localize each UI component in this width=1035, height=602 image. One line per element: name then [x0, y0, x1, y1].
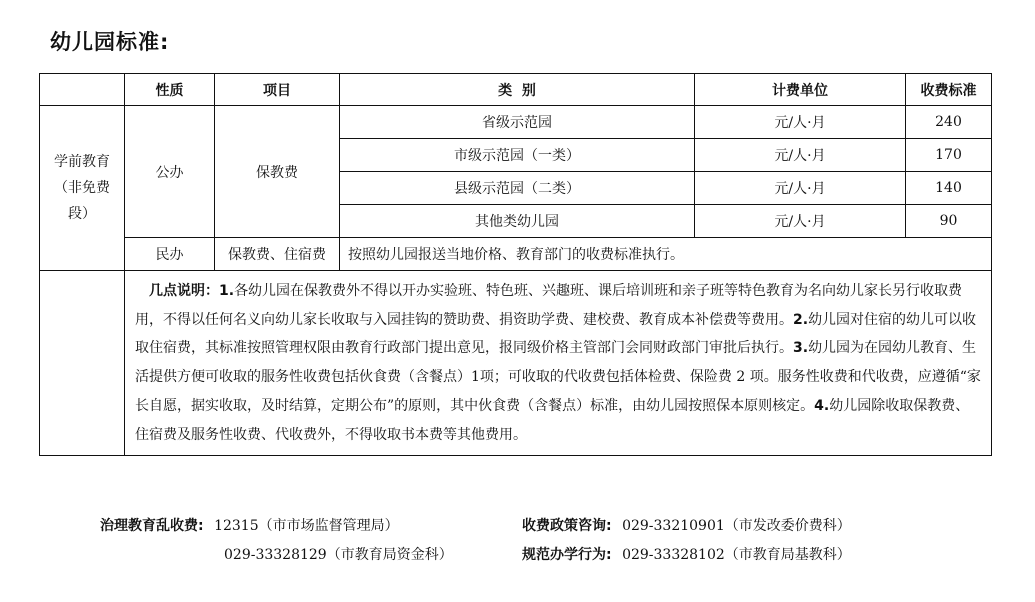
category-cell: 县级示范园（二类）: [340, 172, 695, 205]
category-cell: 其他类幼儿园: [340, 205, 695, 238]
page-title: 幼儿园标准:: [50, 30, 170, 54]
governance-line2: 029-33328129（市教育局资金科）: [224, 547, 453, 563]
header-row: [40, 74, 992, 106]
private-nature: 民办: [125, 238, 215, 271]
unit-cell: 元/人·月: [695, 172, 906, 205]
category-cell: 省级示范园: [340, 106, 695, 139]
table-row: [40, 106, 992, 139]
notes-blank: [40, 271, 125, 456]
notes-row: [40, 271, 992, 456]
header-item: 项目: [215, 74, 340, 106]
standard-cell: 140: [906, 172, 992, 205]
category-cell: 市级示范园（一类）: [340, 139, 695, 172]
private-item: 保教费、住宿费: [215, 238, 340, 271]
main-category-cell: [40, 106, 125, 271]
main-category-line1: 学前教育: [54, 154, 110, 170]
note-2-text: 幼儿园对住宿的幼儿可以收取住宿费，其标准按照管理权限由教育行政部门提出意见，报同级价格主管部门会同财政部门审批后执行。: [135, 311, 977, 357]
unit-cell: 元/人·月: [695, 106, 906, 139]
note-1-text: 各幼儿园在保教费外不得以开办实验班、特色班、兴趣班、课后培训班和亲子班等特色教育为名向幼儿家长另行收取费用，不得以任何名义向幼儿家长收取与入园挂钩的赞助费、捐资助学费、建校费、教育成本补偿费等费用。: [135, 283, 963, 328]
header-blank: [40, 74, 125, 106]
footer-policy: [522, 515, 851, 535]
header-nature: 性质: [125, 74, 215, 106]
unit-cell: 元/人·月: [695, 139, 906, 172]
conduct-value: 029-33328102（市教育局基教科）: [622, 547, 851, 563]
header-category: 类 别: [340, 74, 695, 106]
fee-table: [39, 73, 992, 456]
standard-cell: 240: [906, 106, 992, 139]
header-standard: 收费标准: [906, 74, 992, 106]
table-row: [40, 238, 992, 271]
governance-line1: 12315（市市场监督管理局）: [214, 518, 399, 534]
standard-cell: 90: [906, 205, 992, 238]
policy-value: 029-33210901（市发改委价费科）: [622, 518, 851, 534]
note-3-number: 3.: [793, 340, 809, 357]
main-category-line3: 段）: [68, 206, 96, 222]
conduct-label: 规范办学行为:: [522, 547, 612, 563]
notes-label: 几点说明：: [149, 283, 219, 299]
private-desc: 按照幼儿园报送当地价格、教育部门的收费标准执行。: [340, 238, 992, 271]
public-nature: 公办: [125, 106, 215, 238]
note-2-number: 2.: [793, 311, 809, 328]
governance-label: 治理教育乱收费:: [100, 518, 204, 534]
notes-cell: [125, 271, 992, 456]
unit-cell: 元/人·月: [695, 205, 906, 238]
note-3-text: 幼儿园为在园幼儿教育、生活提供方便可收取的服务性收费包括伙食费（含餐点）1项；可收取的代收费包括体检费、保险费 2 项。服务性收费和代收费，应遵循“家长自愿，据实收取，及时结算，定期公布”的原则，其中伙食费（含餐点）标准，由幼儿园按照保本原则核定。: [135, 340, 981, 414]
note-1-number: 1.: [219, 283, 235, 299]
footer-conduct: [522, 544, 851, 564]
policy-label: 收费政策咨询:: [522, 518, 612, 534]
main-category-line2: （非免费: [54, 180, 110, 196]
header-unit: 计费单位: [695, 74, 906, 106]
note-4-text: 幼儿园除收取保教费、住宿费及服务性收费、代收费外，不得收取书本费等其他费用。: [135, 397, 970, 443]
public-item: 保教费: [215, 106, 340, 238]
footer-governance: [100, 515, 399, 535]
note-4-number: 4.: [814, 397, 830, 414]
standard-cell: 170: [906, 139, 992, 172]
